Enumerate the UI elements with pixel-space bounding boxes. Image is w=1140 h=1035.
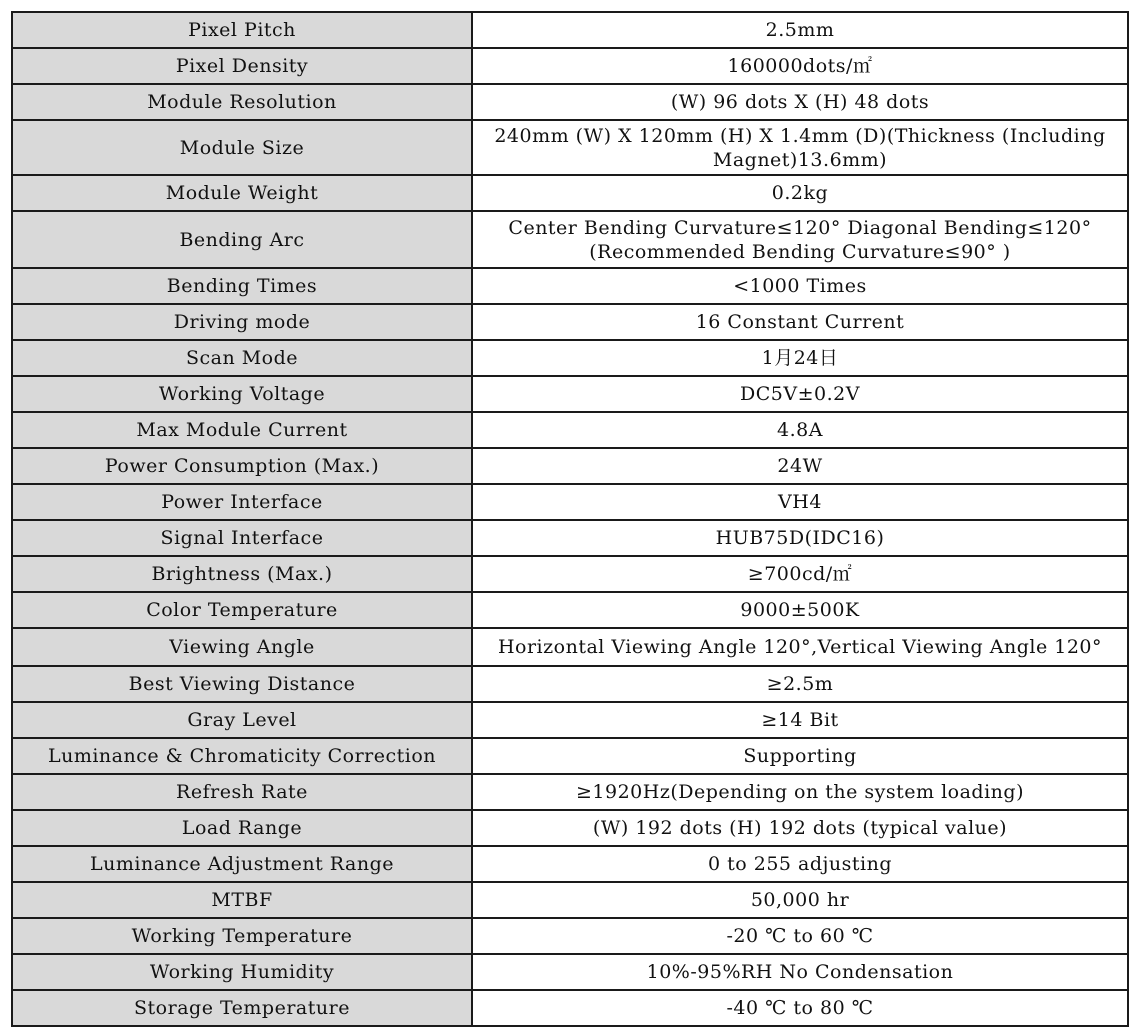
table-row [12,954,1128,990]
spec-label: Gray Level [12,702,472,738]
spec-label: Module Size [12,120,472,175]
spec-label: Working Temperature [12,918,472,954]
spec-label: Driving mode [12,304,472,340]
spec-value: VH4 [472,484,1128,520]
spec-value: Supporting [472,738,1128,774]
table-row [12,120,1128,175]
table-row [12,882,1128,918]
spec-value: 50,000 hr [472,882,1128,918]
spec-label: Module Resolution [12,84,472,120]
table-row [12,702,1128,738]
table-row [12,211,1128,268]
spec-label: Luminance & Chromaticity Correction [12,738,472,774]
spec-value: 0.2kg [472,175,1128,211]
spec-value: 10%-95%RH No Condensation [472,954,1128,990]
table-row [12,304,1128,340]
spec-label: Pixel Density [12,48,472,84]
table-row [12,738,1128,774]
table-row [12,84,1128,120]
spec-label: Refresh Rate [12,774,472,810]
table-row [12,774,1128,810]
spec-value: DC5V±0.2V [472,376,1128,412]
spec-label: Working Voltage [12,376,472,412]
spec-value: HUB75D(IDC16) [472,520,1128,556]
table-row [12,592,1128,628]
table-row [12,628,1128,666]
spec-value: -40 ℃ to 80 ℃ [472,990,1128,1026]
table-row [12,376,1128,412]
spec-table-body [12,12,1128,1026]
table-row [12,48,1128,84]
spec-label: Bending Times [12,268,472,304]
table-row [12,12,1128,48]
spec-value: 9000±500K [472,592,1128,628]
table-row [12,846,1128,882]
spec-label: Luminance Adjustment Range [12,846,472,882]
table-row [12,990,1128,1026]
spec-value: ≥1920Hz(Depending on the system loading) [472,774,1128,810]
spec-label: MTBF [12,882,472,918]
spec-label: Power Consumption (Max.) [12,448,472,484]
table-row [12,340,1128,376]
spec-label: Power Interface [12,484,472,520]
table-row [12,484,1128,520]
spec-value: (W) 192 dots (H) 192 dots (typical value) [472,810,1128,846]
spec-value: <1000 Times [472,268,1128,304]
spec-label: Max Module Current [12,412,472,448]
spec-value: 1月24日 [472,340,1128,376]
spec-value: 24W [472,448,1128,484]
spec-label: Viewing Angle [12,628,472,666]
spec-label: Best Viewing Distance [12,666,472,702]
spec-label: Scan Mode [12,340,472,376]
spec-value: 240mm (W) X 120mm (H) X 1.4mm (D)(Thickness (Including Magnet)13.6mm) [472,120,1128,175]
spec-value: ≥700cd/㎡ [472,556,1128,592]
spec-value: -20 ℃ to 60 ℃ [472,918,1128,954]
spec-value: (W) 96 dots X (H) 48 dots [472,84,1128,120]
spec-label: Working Humidity [12,954,472,990]
spec-label: Pixel Pitch [12,12,472,48]
spec-value: 2.5mm [472,12,1128,48]
table-row [12,520,1128,556]
table-row [12,556,1128,592]
spec-value: ≥2.5m [472,666,1128,702]
spec-label: Bending Arc [12,211,472,268]
spec-label: Signal Interface [12,520,472,556]
spec-label: Brightness (Max.) [12,556,472,592]
spec-label: Color Temperature [12,592,472,628]
spec-value: 16 Constant Current [472,304,1128,340]
table-row [12,666,1128,702]
spec-value: 4.8A [472,412,1128,448]
table-row [12,448,1128,484]
spec-table [11,11,1129,1027]
spec-value: 0 to 255 adjusting [472,846,1128,882]
table-row [12,412,1128,448]
spec-value: Center Bending Curvature≤120° Diagonal Bending≤120°(Recommended Bending Curvature≤90° ) [472,211,1128,268]
spec-value: Horizontal Viewing Angle 120°,Vertical Viewing Angle 120° [472,628,1128,666]
table-row [12,918,1128,954]
table-row [12,810,1128,846]
spec-value: 160000dots/㎡ [472,48,1128,84]
table-row [12,268,1128,304]
spec-value: ≥14 Bit [472,702,1128,738]
spec-label: Storage Temperature [12,990,472,1026]
table-row [12,175,1128,211]
spec-label: Load Range [12,810,472,846]
spec-label: Module Weight [12,175,472,211]
